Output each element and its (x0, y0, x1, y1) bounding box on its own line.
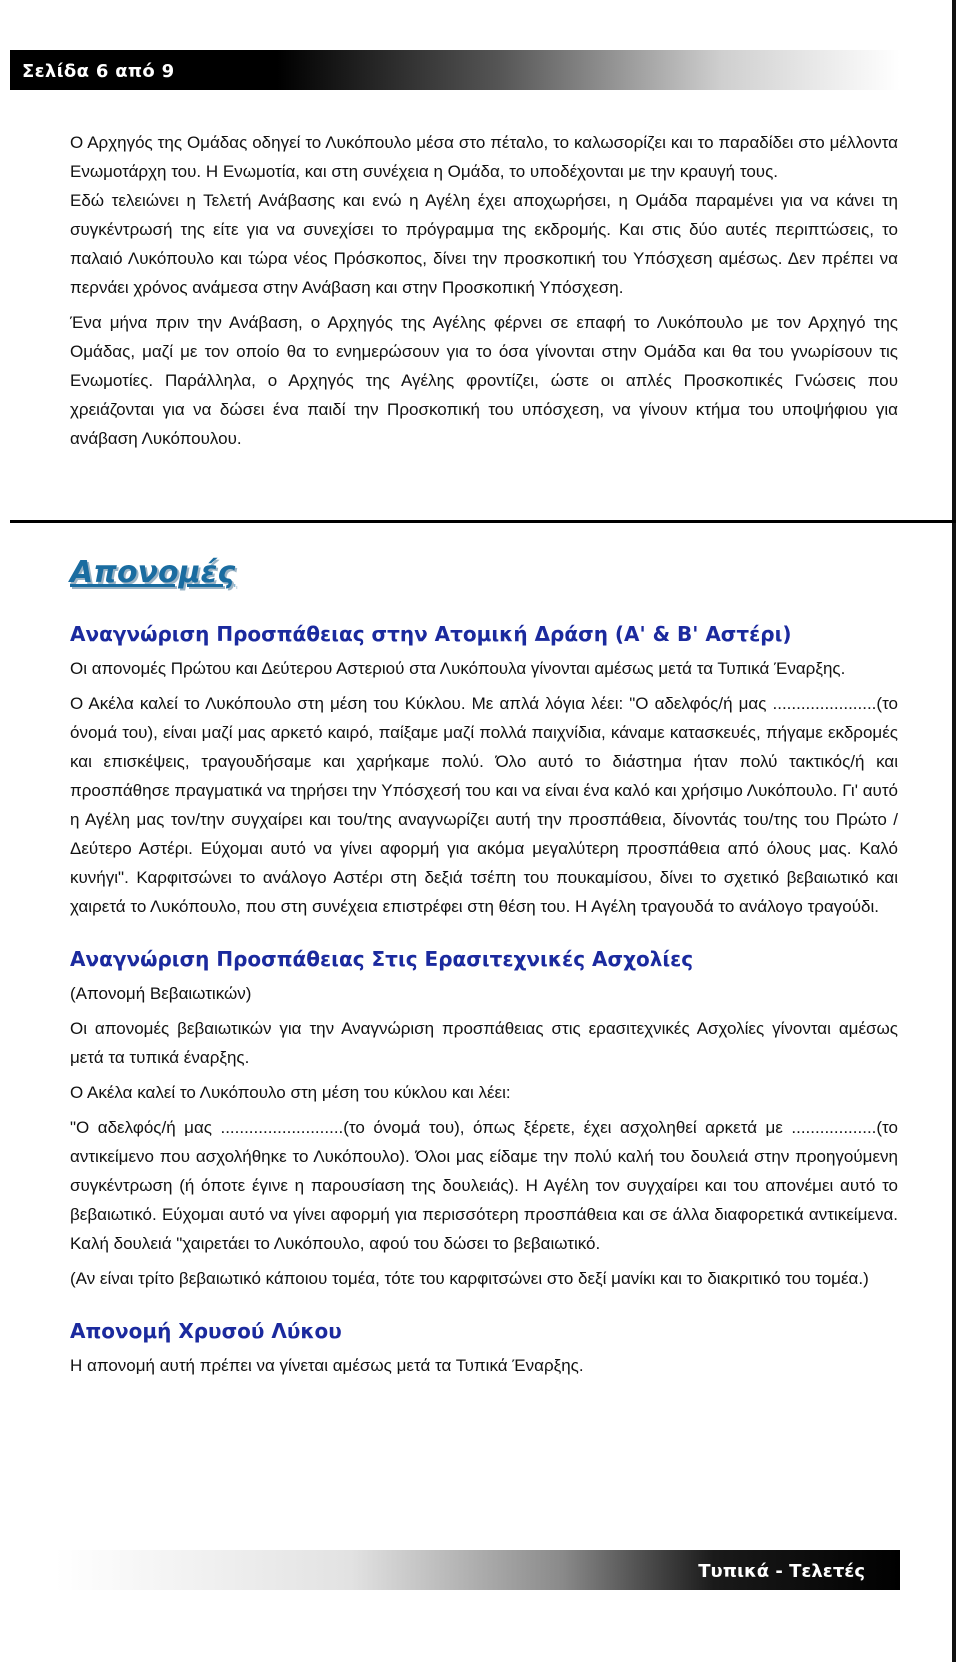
intro-section (70, 128, 898, 453)
star-award-heading: Αναγνώριση Προσπάθειας στην Ατομική Δράση (Α' & Β' Αστέρι) (70, 622, 792, 646)
page-number-label: Σελίδα 6 από 9 (22, 61, 175, 82)
star-award-paragraph-2: Ο Ακέλα καλεί το Λυκόπουλο στη μέση του Κύκλου. Με απλά λόγια λέει: "Ο αδελφός/ή μας ......................(το όνομά του), είναι μαζί μας αρκετό καιρό, παίξαμε μαζί πολλά παιχνίδια, κάναμε κατασκευές, πήγαμε εκδρομές και επισκέψεις, τραγουδήσαμε και χαρήκαμε πολύ. Όλο αυτό το διάστημα ήταν πολύ τακτικός/ή και προσπάθησε πραγματικά να τηρήσει την Υπόσχεσή του και να είναι ένα καλό και χρήσιμο Λυκόπουλο. Γι' αυτό η Αγέλη μας τον/την συγχαίρει και του/της αναγνωρίζει αυτή την προσπάθεια, δίνοντάς του/της του Πρώτο / Δεύτερο Αστέρι. Εύχομαι αυτό να γίνει αφορμή για ακόμα μεγαλύτερη προσπάθεια από όλους μας. Καλό κυνήγι". Καρφιτσώνει το ανάλογο Αστέρι στη δεξιά τσέπη του πουκαμίσου, δίνει το σχετικό βεβαιωτικό και χαιρετά το Λυκόπουλο, που στη συνέχεια επιστρέφει στη θέση του. Η Αγέλη τραγουδά το ανάλογο τραγούδι. (70, 694, 898, 916)
intro-paragraph-2: Εδώ τελειώνει η Τελετή Ανάβασης και ενώ η Αγέλη έχει αποχωρήσει, η Ομάδα παραμένει για να κάνει τη συγκέντρωσή της είτε για να συνεχίσει το πρόγραμμα της εκδρομής. Και στις δύο αυτές περιπτώσεις, το παλαιό Λυκόπουλο και τώρα νέος Πρόσκοπος, δίνει την προσκοπική του Υπόσχεση αμέσως. Δεν πρέπει να περνάει χρόνος ανάμεσα στην Ανάβαση και στην Προσκοπική Υπόσχεση. (70, 191, 898, 297)
intro-paragraph-3: Ένα μήνα πριν την Ανάβαση, ο Αρχηγός της Αγέλης φέρνει σε επαφή το Λυκόπουλο με τον Αρχηγό της Ομάδας, μαζί με τον οποίο θα το ενημερώσουν για το όσα γίνονται στην Ομάδα και θα του γνωρίσουν τις Ενωμοτίες. Παράλληλα, ο Αρχηγός της Αγέλης φροντίζει, ώστε οι απλές Προσκοπικές Γνώσεις που χρειάζονται για να δώσει ένα παιδί την Προσκοπική του υπόσχεση, να γίνουν κτήμα του υποψήφιου για ανάβαση Λυκόπουλου. (70, 313, 898, 448)
hobby-award-paragraph-1: (Απονομή Βεβαιωτικών) (70, 984, 252, 1003)
hobby-award-paragraph-3: Ο Ακέλα καλεί το Λυκόπουλο στη μέση του κύκλου και λέει: (70, 1083, 511, 1102)
awards-title: Απονομές (70, 555, 236, 590)
footer-section-label: Τυπικά - Τελετές (698, 1561, 865, 1582)
star-award-paragraph-1: Οι απονομές Πρώτου και Δεύτερου Αστεριού στα Λυκόπουλα γίνονται αμέσως μετά τα Τυπικά Έναρξης. (70, 659, 846, 678)
hobby-award-heading: Αναγνώριση Προσπάθειας Στις Ερασιτεχνικές Ασχολίες (70, 947, 694, 971)
hobby-award-paragraph-4: "Ο αδελφός/ή μας ..........................(το όνομά του), όπως ξέρετε, έχει ασχοληθεί αρκετά με ..................(το αντικείμενο που ασχολήθηκε το Λυκόπουλο). Όλοι μας είδαμε την πολύ καλή του δουλειά στην προηγούμενη συγκέντρωση (ή όποτε έγινε η παρουσίαση της δουλειάς). Η Αγέλη τον συγχαίρει και του απονέμει αυτό το βεβαιωτικό. Εύχομαι αυτό να γίνει αφορμή για περισσότερη προσπάθεια και σε άλλα διαφορετικά αντικείμενα. Καλή δουλειά "χαιρετάει το Λυκόπουλο, αφού του δώσει το βεβαιωτικό. (70, 1118, 898, 1253)
golden-wolf-paragraph-1: Η απονομή αυτή πρέπει να γίνεται αμέσως μετά τα Τυπικά Έναρξης. (70, 1356, 584, 1375)
intro-paragraph-1: Ο Αρχηγός της Ομάδας οδηγεί το Λυκόπουλο μέσα στο πέταλο, το καλωσορίζει και το παραδίδει στο μέλλοντα Ενωμοτάρχη του. Η Ενωμοτία, και στη συνέχεια η Ομάδα, το υποδέχονται με την κραυγή τους. (70, 133, 898, 181)
section-divider (10, 520, 956, 523)
awards-section (70, 555, 898, 1380)
golden-wolf-heading: Απονομή Χρυσού Λύκου (70, 1319, 342, 1343)
hobby-award-paragraph-2: Οι απονομές βεβαιωτικών για την Αναγνώριση προσπάθειας στις ερασιτεχνικές Ασχολίες γίνονται αμέσως μετά τα τυπικά έναρξης. (70, 1019, 898, 1067)
page-border-right (952, 0, 956, 1662)
hobby-award-paragraph-5: (Αν είναι τρίτο βεβαιωτικό κάποιου τομέα, τότε του καρφιτσώνει στο δεξί μανίκι και το διακριτικό του τομέα.) (70, 1269, 869, 1288)
